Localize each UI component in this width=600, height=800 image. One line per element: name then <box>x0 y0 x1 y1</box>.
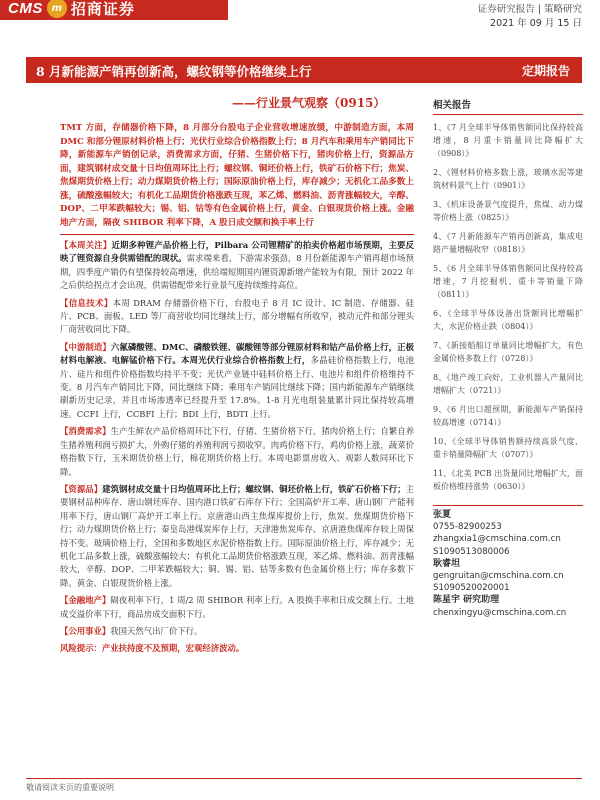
section-label: 【本周关注】 <box>60 240 112 250</box>
logo-mark-icon: m <box>47 0 67 18</box>
section-text: 隔夜利率下行，1 周/2 周 SHIBOR 利率上行。A 股换手率和日成交额上行。土地成交溢价率下行，商品房成交面积下行。 <box>60 595 414 619</box>
analyst-name: 陈星宇 研究助理 <box>433 595 500 606</box>
section-label: 【信息技术】 <box>60 297 113 308</box>
footer-note: 敬请阅读末页的重要说明 <box>26 783 114 792</box>
analyst-name: 张夏 <box>433 505 583 521</box>
section-highlight: 建筑钢材成交量十日均值周环比上行；螺纹钢、铜坯价格上行，铁矿石价格下行； <box>102 483 406 494</box>
related-report-item[interactable]: 4、《7 月新能源车产销再创新高，集成电路产量增幅收窄（0818）》 <box>433 232 583 254</box>
related-report-item[interactable]: 5、《6 月全球半导体销售额同比保持较高增速，7 月挖掘机、重卡等销量下降（0811）》 <box>433 264 583 299</box>
section-it <box>60 297 414 337</box>
related-report-item[interactable]: 2、《锂材料价格多数上涨，玻璃水泥等建筑材料景气上行（0901）》 <box>433 168 583 190</box>
section-text: 我国天然气出厂价下行。 <box>110 625 203 636</box>
page-header <box>0 0 600 55</box>
section-text: 本周 DRAM 存储器价格下行，台股电子 8 月 IC 设计、IC 制造、存储器、硅片、PCB、面板、LED 等厂商营收均同比继续上行，部分增幅有所收窄，被动元件和部分锂头厂商营收同比下降。 <box>60 297 415 335</box>
section-label: 【资源品】 <box>60 483 103 494</box>
section-highlight: 近期多种锂产品价格上行，Pilbara 公司锂精矿的拍卖价格超市场预期，主要反映了锂资源自身供需错配的现状。 <box>60 240 414 264</box>
title-bar <box>26 57 582 83</box>
section-label: 【公用事业】 <box>60 625 111 636</box>
logo-chinese: 招商证券 <box>70 0 135 18</box>
analyst-license: S1090520020001 <box>433 583 510 594</box>
risk-warning: 风险提示：产业扶持度不及预期，宏观经济波动。 <box>60 643 245 654</box>
section-text: 生产生鲜农产品价格周环比下行，仔猪、生猪价格下行，猪肉价格上行；自繁自养生猪养殖利润亏损扩大，外购仔猪的养殖利润亏损收窄。肉鸡价格下行，鸡肉价格上涨，蔬菜价格指数下行，玉米期货价格上行，棉花期货价格上行。本周电影票房收入、观影人数同环比下降。 <box>60 426 415 477</box>
section-label: 【中游制造】 <box>60 341 111 352</box>
section-focus <box>60 239 414 293</box>
related-report-item[interactable]: 3、《机床设备景气度提升，焦煤、动力煤等价格上涨（0825）》 <box>433 200 583 222</box>
related-report-item[interactable]: 6、《全球半导体设备出货额同比增幅扩大，水泥价格止跌（0804）》 <box>433 309 583 331</box>
summary-paragraph: TMT 方面，存储器价格下降，8 月部分台股电子企业营收增速放缓，中游制造方面，本周 DMC 和部分锂原材料价格上行；光伏行业综合价格指数上行；8 月汽车和乘用车产销同比下降，新能源车产销创记录，消费需求方面，仔猪、生猪价格下行，猪肉价格上行，资源品方面，建筑钢材成交量十日均值周环比上行；螺纹钢、铜坯价格上行，铁矿石价格下行；焦炭、焦煤期货价格上行；动力煤期货价格上行；国际原油价格上行，库存减少；无机化工品多数上涨，硫酸涨幅较大；有机化工品期货价格涨跌互现，苯乙烯、燃料油、沥青涨幅较大，辛醇、DOP、二甲苯跌幅较大；锡、铝、钴等有色金属价格上行，黄金、白银现货价格上涨。金融地产方面，隔夜 SHIBOR 利率下降，A 股日成交额和换手率上行 <box>60 123 414 228</box>
analyst-email[interactable]: chenxingyu@cmschina.com.cn <box>433 607 567 618</box>
document-type: 证券研究报告 | 策略研究 <box>477 4 582 15</box>
section-label: 【消费需求】 <box>60 426 111 437</box>
section-text: 需求端来看，下游需求强劲，8 月份新能源车产销再超市场预期，四季度产销仍有望保持较高增速，供给端短期国内锂资源新增产能较为有限，预计 2022 年之后供给拐点才会出现，供需错配带来行业景气度持续维持高位。 <box>60 253 414 291</box>
related-report-item[interactable]: 8、《地产竣工向好，工业机器人产量同比增幅扩大（0721）》 <box>433 373 583 395</box>
section-text: 主要钢材品种库存、唐山钢坯库存、国内港口铁矿石库存下行；全国高炉开工率、唐山钢厂产能利用率下行，唐山钢厂高炉开工率上行。京唐港山西主焦煤库提价上行，焦炭、焦煤期货价格下行；动力煤期货价格上行；秦皇岛港煤炭库存上行，天津港焦炭库存、京唐港焦煤库存较上周保持不变。玻璃价格上行，全国和多数地区水泥价格指数上行。国际原油价格上行，库存减少；无机化工品多数上涨，硫酸涨幅较大；有机化工品期货价格涨跌互现，苯乙烯、燃料油、沥青涨幅较大，辛醇、DOP、二甲苯跌幅较大；铜、锡、铝、钴等多数有色金属价格上行；库存多数下降。黄金、白银现货价格上涨。 <box>60 483 415 588</box>
report-title: 8 月新能源产销再创新高，螺纹钢等价格继续上行 <box>36 64 312 79</box>
related-report-item[interactable]: 9、《6 月出口超预期，新能源车产销保持较高增速（0714）》 <box>433 405 583 427</box>
section-highlight: 六氟磷酸锂、DMC、磷酸铁锂、碳酸锂等部分锂原材料和钴产品价格上行，正极材料电解液、电解锰价格下行。本周光伏行业综合价格指数上行， <box>60 341 415 366</box>
section-label: 【金融地产】 <box>60 595 111 606</box>
company-logo <box>8 0 135 18</box>
analyst-email[interactable]: zhangxia1@cmschina.com.cn <box>433 534 561 545</box>
section-text: 多晶硅价格指数上行，电池片、硅片和组件价格指数均持平不变；光伏产业链中硅料价格上行、电池片和组件价格维持不变。8 月汽车产销同比下降，同比继续下降；乘用车产销同比继续下降；国内新能源车产销继续刷新历史记录，并且市场渗透率已经提升至 17.8%。1-8 月光电组装量累计同比保持较高增速。CCFI 上行，CCBFI 上行；BDI 上行，BDTI 上行。 <box>60 355 414 419</box>
analyst-name: 耿睿坦 <box>433 558 461 569</box>
document-date: 2021 年 09 月 15 日 <box>490 18 582 29</box>
summary-divider <box>60 234 414 235</box>
footer-divider <box>26 778 582 779</box>
related-report-item[interactable]: 11、《北美 PCB 出货量同比增幅扩大，面板价格维持涨势（0630）》 <box>433 469 583 491</box>
section-midstream <box>60 341 414 421</box>
side-column <box>433 97 583 619</box>
report-tag: 定期报告 <box>521 64 570 78</box>
section-consumer <box>60 425 414 479</box>
main-column <box>60 122 414 655</box>
related-reports-title: 相关报告 <box>433 97 583 115</box>
section-resources <box>60 483 414 590</box>
analyst-info <box>433 505 583 619</box>
logo-latin: CMS <box>8 0 43 17</box>
section-utilities <box>60 625 414 638</box>
related-report-item[interactable]: 10、《全球半导体销售额持续高景气度，重卡销量降幅扩大（0707）》 <box>433 437 583 459</box>
report-subtitle: ——行业景气观察（0915） <box>232 96 386 110</box>
analyst-license: S1090513080006 <box>433 546 510 557</box>
related-report-item[interactable]: 1、《7 月全球半导体销售额同比保持较高增速，8 月重卡销量同比降幅扩大（0908）》 <box>433 123 583 158</box>
related-report-item[interactable]: 7、《新接船舶订单量同比增幅扩大，有色金属价格多数上行（0728）》 <box>433 341 583 363</box>
analyst-phone: 0755-82900253 <box>433 522 502 533</box>
section-finance <box>60 594 414 621</box>
analyst-email[interactable]: gengruitan@cmschina.com.cn <box>433 571 564 582</box>
